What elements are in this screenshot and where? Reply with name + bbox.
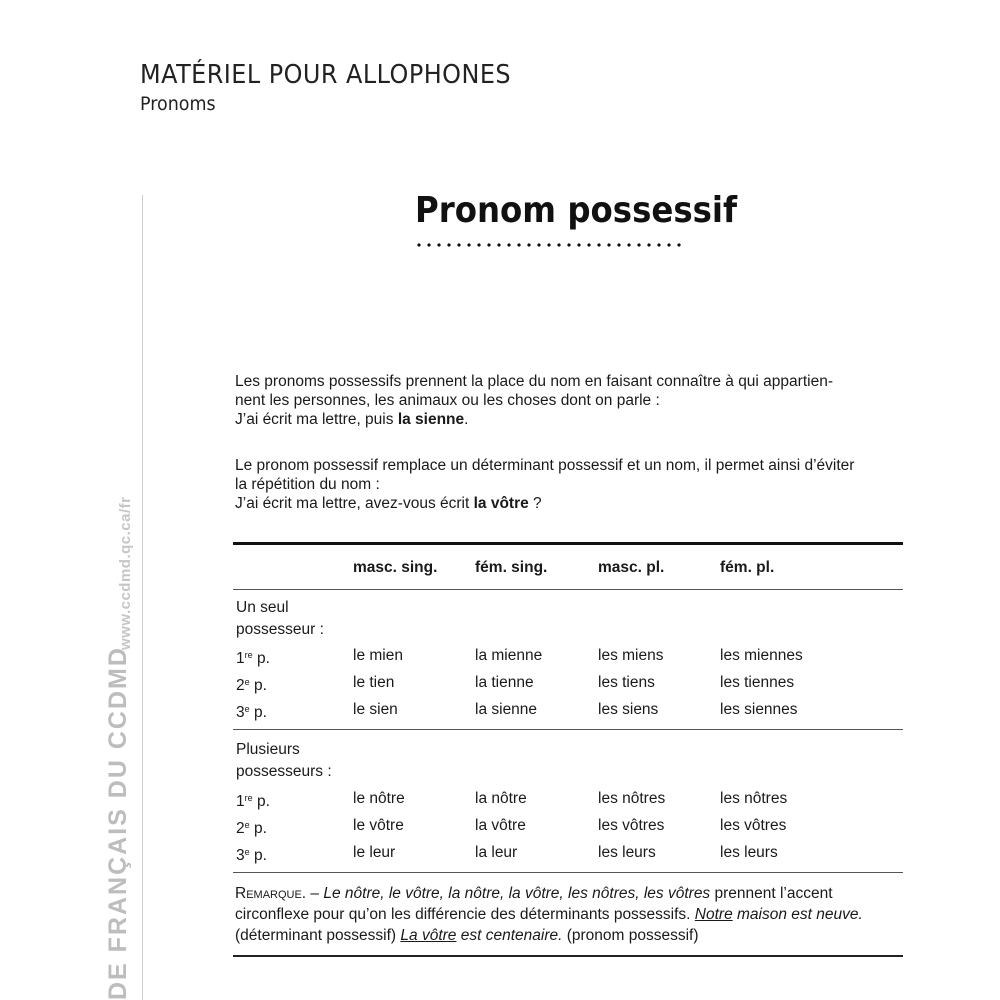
remark-label: Remarque.: [235, 885, 307, 902]
table-cell: la sienne: [475, 701, 538, 718]
table-cell: les nôtres: [720, 790, 788, 807]
remark-example-1: Notre maison est neuve.: [694, 906, 863, 923]
sidebar-url: www.ccdmd.qc.ca/fr: [117, 496, 134, 650]
sidebar-brand: DE FRANÇAIS DU CCDMD: [104, 646, 132, 1000]
margin-rule: [142, 195, 143, 1000]
group-label: Plusieurs: [236, 741, 300, 758]
table-cell: les miennes: [720, 647, 803, 664]
column-header: masc. sing.: [353, 559, 438, 576]
group-label: possesseurs :: [236, 763, 332, 780]
table-top-rule: [233, 542, 903, 545]
intro-example: [235, 494, 905, 513]
table-cell: le leur: [353, 844, 396, 861]
table-cell: les leurs: [598, 844, 656, 861]
person-label: 1re p.: [236, 793, 270, 810]
example-pronoun: la vôtre: [473, 495, 529, 512]
intro-line: la répétition du nom :: [235, 476, 380, 493]
table-cell: le sien: [353, 701, 398, 718]
example-pronoun: la sienne: [397, 411, 465, 428]
table-cell: le nôtre: [353, 790, 405, 807]
column-header: masc. pl.: [598, 559, 665, 576]
remark-pronoun-list: Le nôtre, le vôtre, la nôtre, la vôtre, les nôtres, les vôtres: [323, 885, 711, 902]
table-cell: la nôtre: [475, 790, 527, 807]
table-header-rule: [233, 589, 903, 590]
document-header-subtitle: Pronoms: [140, 93, 216, 115]
table-cell: les tiennes: [720, 674, 795, 691]
intro-line: Les pronoms possessifs prennent la place du nom en faisant connaître à qui appartien-: [235, 373, 833, 390]
page-title: Pronom possessif: [415, 190, 738, 231]
table-cell: les tiens: [598, 674, 655, 691]
column-header: fém. sing.: [475, 559, 548, 576]
group-label: Un seul: [236, 599, 289, 616]
remark-bottom-rule: [233, 955, 903, 957]
person-label: 2e p.: [236, 677, 267, 694]
table-cell: la mienne: [475, 647, 543, 664]
table-cell: la tienne: [475, 674, 534, 691]
remark-note: Remarque. – Le nôtre, le vôtre, la nôtre, la vôtre, les nôtres, les vôtres prennent l’accent circonflexe pour qu’on les différencie des déterminants possessifs. Notre maison est neuve. (déterminant possessif) La vôtre est centenaire. (pronom possessif): [235, 885, 863, 944]
person-label: 3e p.: [236, 704, 267, 721]
title-dotted-underline: [414, 243, 686, 247]
table-cell: les vôtres: [598, 817, 665, 834]
remark-example-2: La vôtre est centenaire.: [400, 927, 563, 944]
person-label: 1re p.: [236, 650, 270, 667]
table-group-rule: [233, 729, 903, 730]
table-cell: le tien: [353, 674, 395, 691]
table-cell: les siennes: [720, 701, 798, 718]
table-cell: les siens: [598, 701, 659, 718]
table-cell: le vôtre: [353, 817, 404, 834]
example-text: J’ai écrit ma lettre, puis: [235, 411, 398, 428]
table-cell: le mien: [353, 647, 403, 664]
intro-example: [235, 410, 905, 429]
intro-paragraph-1: [235, 372, 905, 429]
example-text: ?: [528, 495, 542, 512]
person-label: 3e p.: [236, 847, 267, 864]
table-cell: les vôtres: [720, 817, 787, 834]
intro-line: nent les personnes, les animaux ou les choses dont on parle :: [235, 392, 660, 409]
example-text: J’ai écrit ma lettre, avez-vous écrit: [235, 495, 474, 512]
table-cell: les nôtres: [598, 790, 666, 807]
example-text: .: [464, 411, 469, 428]
table-cell: la vôtre: [475, 817, 526, 834]
table-cell: la leur: [475, 844, 518, 861]
table-cell: les miens: [598, 647, 664, 664]
intro-paragraph-2: [235, 456, 905, 513]
table-bottom-rule: [233, 872, 903, 873]
column-header: fém. pl.: [720, 559, 775, 576]
group-label: possesseur :: [236, 621, 324, 638]
document-header-title: MATÉRIEL POUR ALLOPHONES: [140, 60, 512, 90]
person-label: 2e p.: [236, 820, 267, 837]
intro-line: Le pronom possessif remplace un déterminant possessif et un nom, il permet ainsi d’éviter: [235, 457, 855, 474]
table-cell: les leurs: [720, 844, 778, 861]
